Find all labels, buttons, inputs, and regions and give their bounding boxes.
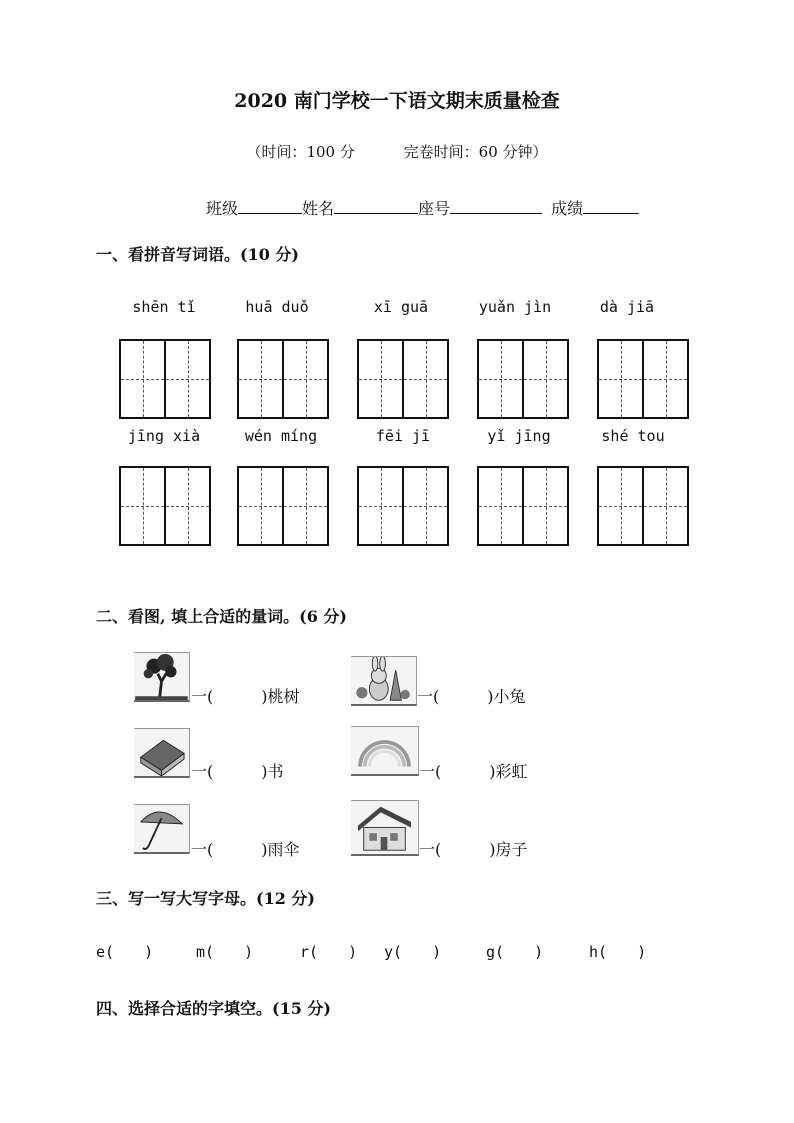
measure-word-item: 一( )小兔 [417,687,526,706]
rabbit-icon [351,656,417,706]
measure-word-item: 一( )房子 [419,840,528,859]
measure-word-item: 一( )桃树 [191,687,300,706]
section-4-heading: 四、选择合适的字填空。(15 分) [96,999,331,1018]
class-blank[interactable] [238,199,302,214]
tianzige-box[interactable] [357,466,449,546]
score-blank[interactable] [583,199,639,214]
pinyin-label: xī guā [373,298,429,316]
pinyin-label: shé tou [601,427,665,445]
letter-item: e( ) [96,943,154,961]
tianzige-box[interactable] [597,466,689,546]
letter-item: m( ) [196,943,254,961]
pinyin-label: yǐ jīng [487,427,551,445]
letter-item: g( ) [486,943,544,961]
pinyin-label: dà jiā [599,298,655,316]
student-info-line [206,196,639,219]
measure-word-item: 一( )雨伞 [191,840,300,859]
book-icon [134,728,190,778]
section-2-heading: 二、看图, 填上合适的量词。(6 分) [96,607,347,626]
name-blank[interactable] [334,199,418,214]
section-3-heading: 三、写一写大写字母。(12 分) [96,889,315,908]
pinyin-label: fēi jī [375,427,431,445]
umbrella-icon [134,804,190,854]
pinyin-label: huā duǒ [245,298,309,316]
exam-time-line [0,141,794,162]
tianzige-box[interactable] [597,339,689,419]
rainbow-icon [351,726,419,776]
class-label: 班级 [206,199,239,218]
letter-item: h( ) [589,943,647,961]
tianzige-box[interactable] [477,466,569,546]
time-label: （时间：100 分 [246,143,355,161]
finish-time-label: 完卷时间：60 分钟） [403,143,548,161]
pinyin-label: jīng xià [127,427,201,445]
score-label: 成绩 [551,199,584,218]
tianzige-box[interactable] [357,339,449,419]
section-1-heading: 一、看拼音写词语。(10 分) [96,245,299,264]
name-label: 姓名 [302,199,335,218]
page-title: 2020 南门学校一下语文期末质量检查 [234,90,560,112]
measure-word-item: 一( )彩虹 [419,762,528,781]
pinyin-label: yuǎn jìn [478,298,552,316]
tree-icon [134,652,190,702]
tianzige-box[interactable] [477,339,569,419]
pinyin-label: wén míng [244,427,318,445]
tianzige-box[interactable] [237,466,329,546]
tianzige-box[interactable] [119,339,211,419]
pinyin-label: shēn tǐ [132,298,196,316]
tianzige-box[interactable] [119,466,211,546]
letter-item: y( ) [384,943,442,961]
letter-item: r( ) [300,943,358,961]
tianzige-box[interactable] [237,339,329,419]
measure-word-item: 一( )书 [191,762,284,781]
seat-blank[interactable] [450,199,542,214]
seat-label: 座号 [418,199,451,218]
house-icon [351,800,419,856]
